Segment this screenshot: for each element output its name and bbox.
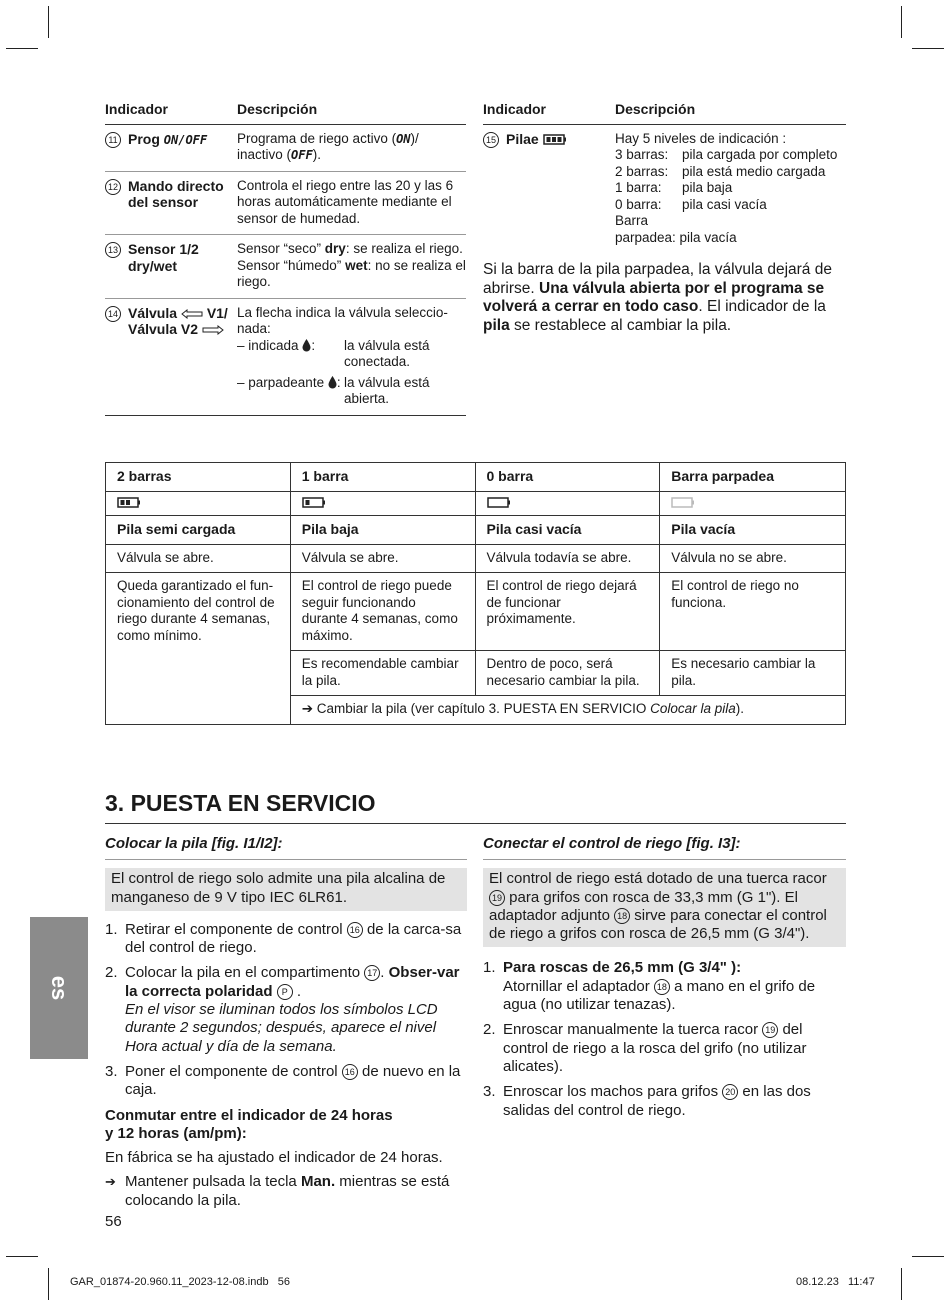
crop-mark — [6, 1256, 38, 1257]
subheading: Conectar el control de riego [fig. I3]: — [483, 835, 846, 860]
table-cell: El control de riego dejará de funcionar próximamente. — [475, 573, 660, 651]
battery-full-icon — [543, 134, 567, 145]
table-cell: Es recomendable cambiar la pila. — [290, 651, 475, 696]
table-header-cell: 1 barra — [290, 463, 475, 492]
table-cell: Pila semi cargada — [106, 516, 291, 545]
info-box: El control de riego solo admite una pila alcalina de manganeso de 9 V tipo IEC 6LR61. — [105, 868, 467, 911]
ref-number: 14 — [105, 306, 121, 322]
battery-status-table — [105, 462, 846, 725]
table-header-row — [106, 463, 846, 492]
arrow-right-icon — [202, 325, 224, 335]
indicator-label: Prog — [128, 130, 160, 147]
ref-number: 15 — [483, 132, 499, 148]
table-cell: Válvula se abre. — [106, 544, 291, 573]
crop-mark — [901, 1268, 902, 1300]
indicator-label: Sensor 1/2 dry/wet — [128, 241, 199, 274]
drop-icon — [328, 376, 337, 389]
table-cell: Dentro de poco, será necesario cambiar la pila. — [475, 651, 660, 696]
battery-1-bar-icon — [302, 497, 326, 508]
page-number: 56 — [105, 1213, 122, 1230]
table-footer-cell: ➔ Cambiar la pila (ver capítulo 3. PUESTA EN SERVICIO Colocar la pila). — [290, 696, 845, 725]
battery-note: Si la barra de la pila parpadea, la válvula dejará de abrirse. Una válvula abierta por el programa se volverá a cerrar en todo caso. El indicador de la pila se restablece al cambiar la pila. — [483, 261, 832, 334]
crop-mark — [901, 6, 902, 38]
table-cell: Válvula todavía se abre. — [475, 544, 660, 573]
table-row — [106, 573, 846, 651]
table-row: 14 Válvula V1/ Válvula V2 La flecha indica la válvula seleccio-nada: – indicada : la válvula está conectada. – parpadeante : la válvula está abierta. — [105, 299, 466, 416]
table-row — [106, 516, 846, 545]
table-row — [105, 172, 466, 236]
table-row — [106, 491, 846, 516]
indicator-description: Controla el riego entre las 20 y las 6 horas automáticamente mediante el sensor de humedad. — [237, 177, 454, 226]
table-cell: Pila casi vacía — [475, 516, 660, 545]
col-header-description: Descripción — [615, 101, 696, 117]
subheading: Colocar la pila [fig. I1/I2]: — [105, 835, 467, 860]
table-cell: Es necesario cambiar la pila. — [660, 651, 846, 696]
connect-controller-section — [483, 835, 846, 1127]
indicator-table-right — [483, 101, 846, 253]
ref-number: 11 — [105, 132, 121, 148]
language-tab: es — [30, 917, 88, 1059]
crop-mark — [48, 1268, 49, 1300]
crop-mark — [6, 48, 38, 49]
ref-number: 12 — [105, 179, 121, 195]
indicator-description: Hay 5 niveles de indicación : 3 barras: pila cargada por completo 2 barras: pila está medio cargada 1 barra: pila baja 0 barra: pila casi vacía Barra parpadea: pila vacía — [615, 130, 838, 245]
battery-blinking-icon — [671, 497, 695, 508]
paragraph: En fábrica se ha ajustado el indicador de 24 horas. — [105, 1149, 443, 1167]
indicator-label: Válvula — [128, 304, 178, 321]
table-cell: Válvula se abre. — [290, 544, 475, 573]
indicator-label: Mando directo del sensor — [128, 177, 224, 210]
list-item: 3. Poner el componente de control 16 de nuevo en la caja. — [105, 1062, 461, 1099]
table-cell: Válvula no se abre. — [660, 544, 846, 573]
drop-icon — [302, 339, 311, 352]
table-cell: El control de riego puede seguir funcionando durante 4 semanas, como máximo. — [290, 573, 475, 651]
battery-2-bars-icon — [117, 497, 141, 508]
table-row — [105, 235, 466, 299]
subheading-time-format: Conmutar entre el indicador de 24 horas y 12 horas (am/pm): — [105, 1106, 393, 1142]
indicator-description: Sensor “seco” dry: se realiza el riego. Sensor “húmedo” wet: no se realiza el riego. — [237, 241, 466, 289]
install-battery-section — [105, 835, 467, 1210]
table-cell: El control de riego no funciona. — [660, 573, 846, 651]
list-item: 3. Enroscar los machos para grifos 20 en las dos salidas del control de riego. — [483, 1083, 811, 1119]
print-footer-file: GAR_01874-20.960.11_2023-12-08.indb 56 — [70, 1276, 290, 1288]
lcd-symbol: ON/OFF — [163, 132, 208, 147]
arrow-left-icon — [181, 309, 203, 319]
list-item: 2. Enroscar manualmente la tuerca racor 19 del control de riego a la rosca del grifo (no utilizar alicates). — [483, 1021, 807, 1075]
steps-list — [105, 921, 467, 1100]
table-row — [483, 125, 846, 254]
instruction: ➔ Mantener pulsada la tecla Man. mientras se está colocando la pila. — [105, 1173, 450, 1209]
list-item: 1. Para roscas de 26,5 mm (G 3/4" ): Atornillar el adaptador 18 a mano en el grifo de agua (no utilizar tenazas). — [483, 959, 816, 1014]
crop-mark — [912, 48, 944, 49]
indicator-table-left — [105, 101, 466, 416]
list-item: 2. Colocar la pila en el compartimento 17 . Obser-var la correcta polaridad P . En el visor se iluminan todos los símbolos LCD durante 2 segundos; después, aparece el nivel Hora actual y día de la semana. — [105, 964, 460, 1055]
table-row — [106, 544, 846, 573]
indicator-label: Pilae — [506, 130, 539, 147]
table-cell: Pila baja — [290, 516, 475, 545]
list-item: 1. Retirar el componente de control 16 de la carca-sa del control de riego. — [105, 920, 462, 957]
info-box: El control de riego está dotado de una tuerca racor 19 para grifos con rosca de 33,3 mm (G 1"). El adaptador adjunto 18 sirve para conectar el control de riego a grifos con rosca de 26,5 mm (G 3/4"). — [483, 868, 846, 947]
print-footer-date: 08.12.23 11:47 — [796, 1276, 875, 1288]
table-cell: Pila vacía — [660, 516, 846, 545]
indicator-description: Programa de riego activo (ON)/ inactivo (OFF). — [237, 130, 419, 162]
table-header — [105, 101, 466, 125]
battery-0-bars-icon — [487, 497, 511, 508]
steps-list — [483, 959, 846, 1119]
col-header-indicator: Indicador — [105, 101, 169, 117]
section-title: 3. PUESTA EN SERVICIO — [105, 790, 376, 816]
table-cell: Queda garantizado el fun-cionamiento del control de riego durante 4 semanas, como mínimo. — [106, 573, 291, 725]
col-header-description: Descripción — [237, 101, 318, 117]
table-header — [483, 101, 846, 125]
table-header-cell: 0 barra — [475, 463, 660, 492]
col-header-indicator: Indicador — [483, 101, 547, 117]
crop-mark — [48, 6, 49, 38]
ref-number: 13 — [105, 242, 121, 258]
indicator-description: La flecha indica la válvula seleccio-nada: – indicada : la válvula está conectada. – parpadeante : la válvula está abierta. — [237, 304, 448, 406]
section-divider — [105, 823, 846, 824]
table-header-cell: 2 barras — [106, 463, 291, 492]
table-row — [105, 125, 466, 172]
table-header-cell: Barra parpadea — [660, 463, 846, 492]
crop-mark — [912, 1256, 944, 1257]
